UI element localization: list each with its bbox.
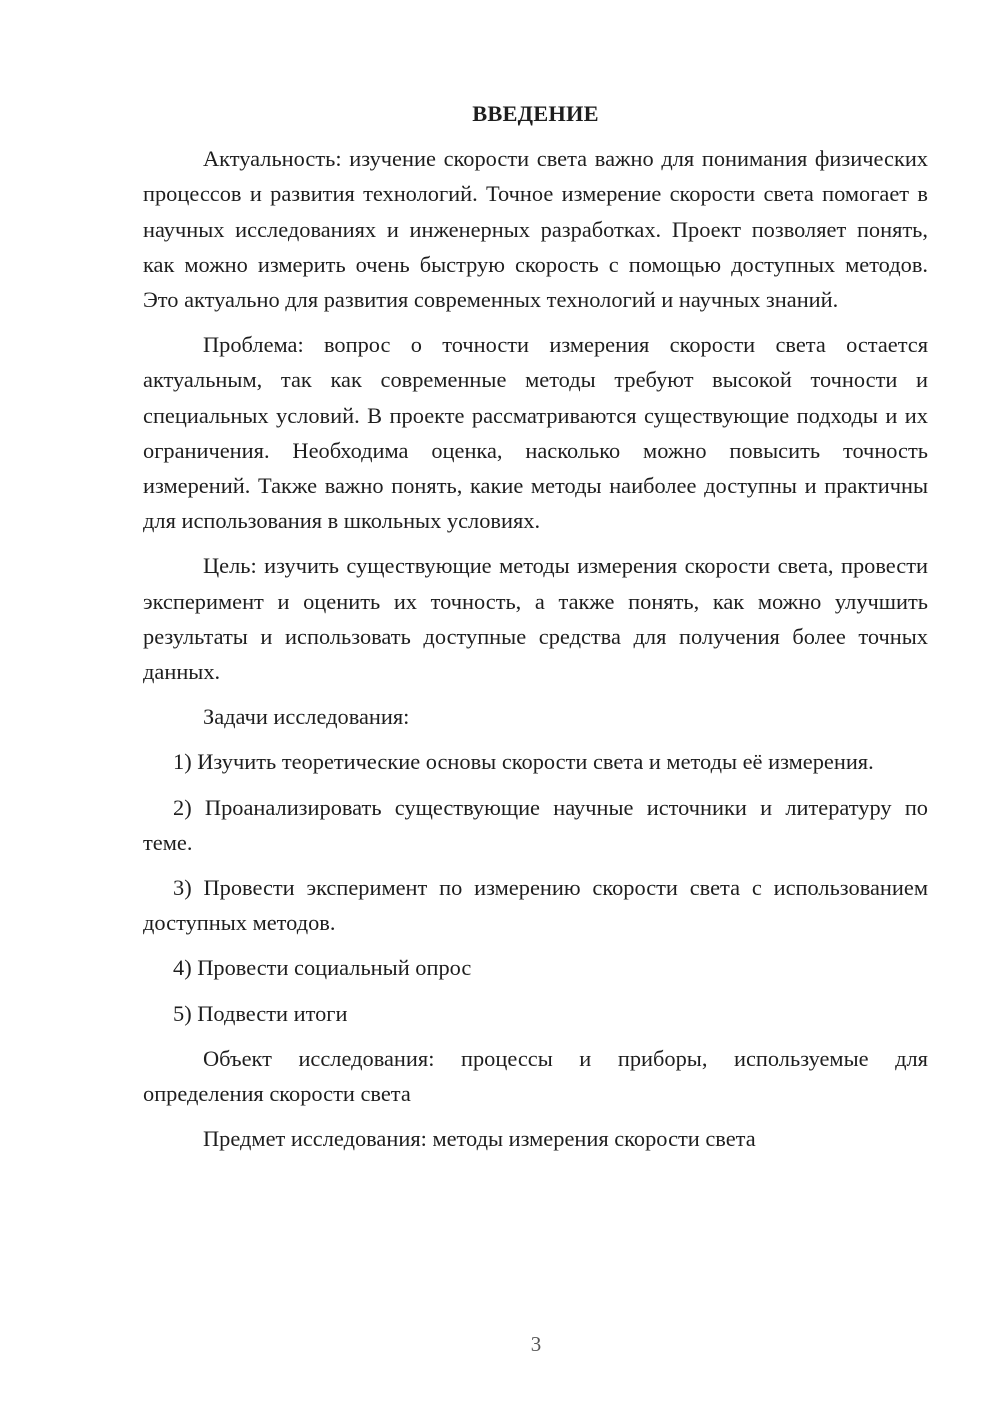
task-item-5: 5) Подвести итоги [173, 1000, 348, 1026]
page-content [143, 96, 928, 1166]
task-item-1: 1) Изучить теоретические основы скорости света и методы её измерения. [173, 749, 874, 775]
paragraph-relevance: Актуальность: изучение скорости света важно для понимания физических процессов и развития технологий. Точное измерение скорости света помогает в научных исследованиях и инженерных разработках. Проект позволяет понять, как можно измерить очень быструю скорость с помощью доступных методов. Это актуально для развития современных технологий и научных знаний. [143, 146, 928, 313]
task-item-3: 3) Провести эксперимент по измерению скорости света с использованием доступных методов. [143, 875, 928, 936]
paragraph-object: Объект исследования: процессы и приборы, используемые для определения скорости света [143, 1045, 928, 1107]
page-number: 3 [530, 1332, 542, 1356]
task-item-2: 2) Проанализировать существующие научные источники и литературу по теме. [143, 794, 928, 855]
paragraph-problem: Проблема: вопрос о точности измерения скорости света остается актуальным, так как современные методы требуют высокой точности и специальных условий. В проекте рассматриваются существующие подходы и их ограничения. Необходима оценка, насколько можно повысить точность измерений. Также важно понять, какие методы наиболее доступны и практичны для использования в школьных условиях. [143, 332, 928, 534]
tasks-heading: Задачи исследования: [203, 704, 410, 730]
section-heading: ВВЕДЕНИЕ [472, 101, 599, 126]
paragraph-subject: Предмет исследования: методы измерения скорости света [203, 1126, 756, 1152]
paragraph-goal: Цель: изучить существующие методы измерения скорости света, провести эксперимент и оценить их точность, а также понять, как можно улучшить результаты и использовать доступные средства для получения более точных данных. [143, 553, 928, 685]
task-item-4: 4) Провести социальный опрос [173, 955, 472, 981]
